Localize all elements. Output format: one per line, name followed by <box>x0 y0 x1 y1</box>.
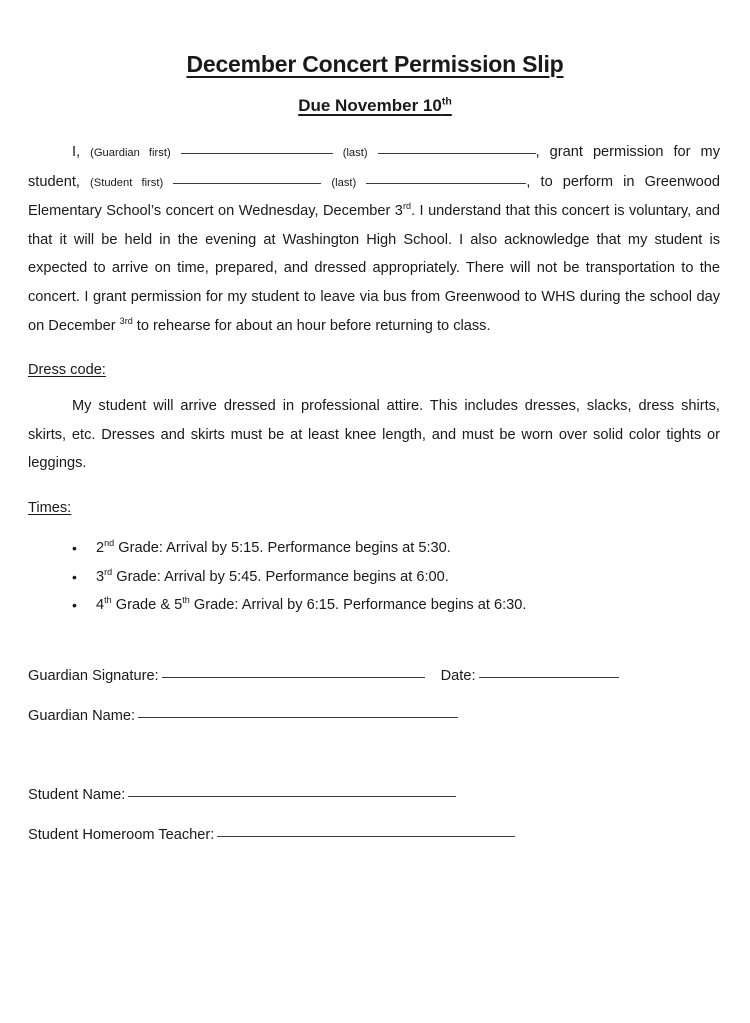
december-third-ordinal-2: 3rd <box>119 315 133 326</box>
times-heading <box>28 478 722 516</box>
student-name-label: Student Name: <box>28 786 126 803</box>
list-item <box>28 591 722 620</box>
student-homeroom-teacher-label: Student Homeroom Teacher: <box>28 827 215 844</box>
due-date-ordinal-suffix: th <box>441 95 452 108</box>
december-third-ordinal: rd <box>402 201 411 212</box>
intro-text <box>28 138 720 340</box>
student-last-label: (last) <box>331 176 357 189</box>
guardian-name-field[interactable] <box>138 717 458 718</box>
bullet-icon: • <box>72 568 77 585</box>
guardian-signature-label: Guardian Signature: <box>28 667 159 684</box>
due-date-text <box>298 96 452 115</box>
student-first-blank[interactable] <box>173 183 321 184</box>
guardian-signature-field[interactable] <box>162 677 425 678</box>
grade-number: 3 <box>96 568 105 585</box>
due-date-prefix: Due November 10 <box>298 96 442 116</box>
grade-ordinal-2: th <box>182 595 190 606</box>
student-last-blank[interactable] <box>366 183 526 184</box>
time-detail-text-2: Grade: Arrival by 6:15. Performance begins at 6:30. <box>189 597 527 614</box>
times-heading-text: Times: <box>28 499 72 516</box>
bullet-icon: • <box>72 539 77 556</box>
student-name-row <box>28 781 722 810</box>
grade-number: 2 <box>96 539 105 556</box>
student-name-field[interactable] <box>128 796 456 797</box>
paragraph1-body: . I understand that this concert is voluntary, and that it will be held in the evening at Washington High School. I also acknowledge that my student is expected to arrive on time, prepared, and dressed appropriately. There will not be transportation to the concert. I grant permission for my student to leave via bus from Greenwood to WHS during the school day on December <box>28 203 720 334</box>
list-item <box>28 563 722 592</box>
dress-code-body-text: My student will arrive dressed in professional attire. This includes dresses, slacks, dress shirts, skirts, etc. Dresses and skirts must be at least knee length, and must be worn over solid color tights or leggings. <box>28 398 720 472</box>
bullet-icon: • <box>72 597 77 614</box>
student-homeroom-teacher-row <box>28 821 722 850</box>
guardian-first-blank[interactable] <box>181 153 333 154</box>
grade-ordinal: nd <box>104 538 115 549</box>
dress-code-paragraph <box>28 378 722 478</box>
grade-conjunction-text: Grade & 5 <box>111 597 183 614</box>
grade-ordinal: th <box>104 595 112 606</box>
grade-number: 4 <box>96 597 105 614</box>
list-item <box>28 534 722 563</box>
grade-ordinal: rd <box>104 566 113 577</box>
guardian-name-row <box>28 702 722 731</box>
time-detail-text: Grade: Arrival by 5:45. Performance begins at 6:00. <box>112 568 449 585</box>
due-date-subtitle <box>28 77 722 116</box>
time-detail-text: Grade: Arrival by 5:15. Performance begins at 5:30. <box>114 539 451 556</box>
signature-section <box>28 620 722 850</box>
page-title-text: December Concert Permission Slip <box>186 51 564 77</box>
student-homeroom-teacher-field[interactable] <box>217 836 515 837</box>
paragraph1-pre: Elementary School’s concert on Wednesday, December 3 <box>28 203 403 220</box>
times-list <box>28 516 722 620</box>
guardian-signature-row <box>28 662 722 691</box>
intro-paragraph <box>28 138 722 340</box>
intro-after-student: , to perform in Greenwood <box>526 173 721 190</box>
date-label: Date: <box>440 667 476 684</box>
intro-after-guardian: , grant permission for my <box>535 143 720 160</box>
student-first-label: (Student first) <box>90 176 164 189</box>
dress-code-heading-text: Dress code: <box>28 362 106 379</box>
guardian-last-label: (last) <box>342 146 368 159</box>
guardian-last-blank[interactable] <box>378 153 536 154</box>
dress-code-heading <box>28 340 722 378</box>
paragraph1-tail: to rehearse for about an hour before returning to class. <box>132 317 491 334</box>
student-word: student, <box>28 173 80 190</box>
i-word: I, <box>72 143 81 160</box>
guardian-name-label: Guardian Name: <box>28 708 136 725</box>
guardian-first-label: (Guardian first) <box>90 146 171 159</box>
page-title <box>28 0 722 77</box>
date-field[interactable] <box>479 677 619 678</box>
